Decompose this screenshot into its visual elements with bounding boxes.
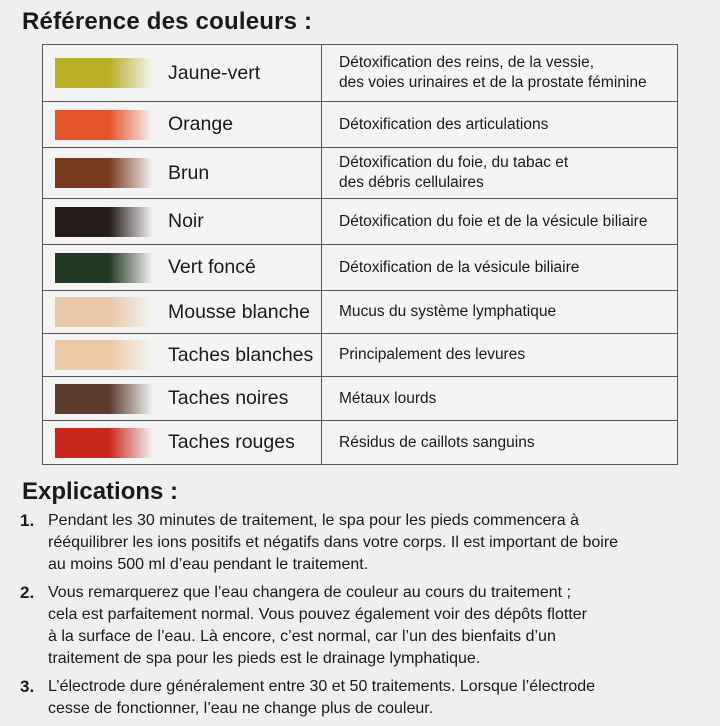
color-reference-table (42, 44, 678, 465)
color-swatch (55, 340, 153, 370)
explanations-list (20, 510, 710, 726)
color-swatch (55, 384, 153, 414)
explanation-number: 2. (20, 583, 35, 602)
color-name: Vert foncé (168, 256, 256, 278)
color-row (43, 421, 678, 465)
color-swatch (55, 207, 153, 237)
explanation-number: 3. (20, 677, 35, 696)
color-name: Taches blanches (168, 343, 314, 366)
reference-heading: Référence des couleurs : (22, 8, 313, 35)
color-meaning: Détoxification de la vésicule biliaire (322, 245, 678, 291)
color-meaning: Détoxification du foie, du tabac et des débris cellulaires (322, 148, 678, 199)
color-row (43, 45, 678, 102)
explanation-text: Vous remarquerez que l’eau changera de couleur au cours du traitement ; cela est parfaitement normal. Vous pouvez également voir des dépôts flotter à la surface de l’eau. Là encore, c’est normal, car l’un des bienfaits d’un traitement de spa pour les pieds est le drainage lymphatique. (48, 584, 587, 667)
color-name: Orange (168, 113, 234, 135)
explanation-item (20, 510, 710, 576)
color-meaning: Résidus de caillots sanguins (322, 421, 678, 465)
color-meaning: Métaux lourds (322, 377, 678, 421)
color-swatch (55, 253, 153, 283)
color-meaning: Détoxification des articulations (322, 102, 678, 148)
color-name: Taches noires (168, 387, 289, 409)
color-name: Jaune-vert (168, 61, 261, 84)
color-name: Taches rouges (168, 431, 295, 453)
color-meaning: Détoxification des reins, de la vessie, des voies urinaires et de la prostate féminine (322, 45, 678, 102)
color-meaning: Principalement des levures (322, 334, 678, 377)
color-swatch (55, 428, 153, 458)
color-row (43, 148, 678, 199)
color-row (43, 291, 678, 334)
color-row (43, 199, 678, 245)
color-meaning: Détoxification du foie et de la vésicule biliaire (322, 199, 678, 245)
explanation-item (20, 582, 710, 670)
color-swatch (55, 58, 153, 88)
color-meaning: Mucus du système lymphatique (322, 291, 678, 334)
explanation-number: 1. (20, 511, 35, 530)
color-row (43, 102, 678, 148)
color-swatch (55, 110, 153, 140)
color-name: Brun (168, 161, 210, 184)
color-swatch (55, 297, 153, 327)
explanation-item (20, 676, 710, 720)
color-swatch (55, 158, 153, 188)
color-row (43, 377, 678, 421)
color-name: Noir (168, 210, 204, 232)
color-name: Mousse blanche (168, 300, 311, 323)
explanation-text: Pendant les 30 minutes de traitement, le spa pour les pieds commencera à rééquilibrer les ions positifs et négatifs dans votre corps. Il est important de boire au moins 500 ml d’eau pendant le traitement. (48, 512, 619, 573)
color-row (43, 245, 678, 291)
explanations-heading: Explications : (22, 478, 179, 505)
color-row (43, 334, 678, 377)
explanation-text: L’électrode dure généralement entre 30 et 50 traitements. Lorsque l’électrode cesse de fonctionner, l’eau ne change plus de couleur. (48, 678, 596, 717)
